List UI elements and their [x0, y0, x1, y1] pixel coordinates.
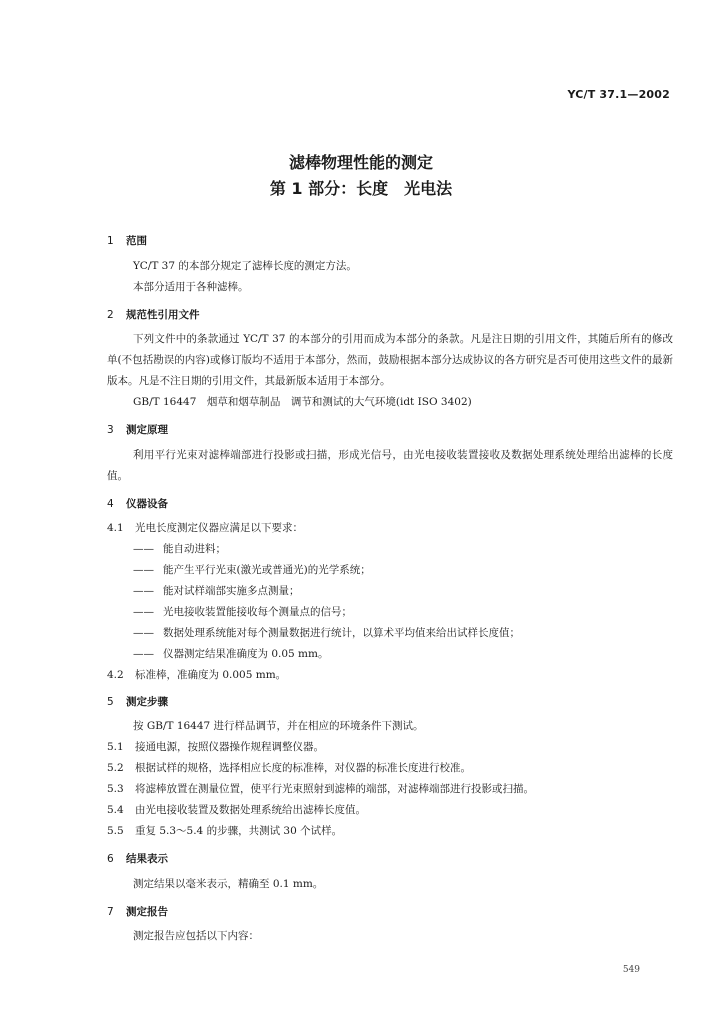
document-title: 滤棒物理性能的测定: [288, 153, 433, 172]
section-1-paragraph-2: 本部分适用于各种滤棒。: [133, 281, 249, 293]
section-1-paragraph-1: YC/T 37 的本部分规定了滤棒长度的测定方法。: [133, 260, 357, 272]
page-number: 549: [622, 965, 640, 975]
section-4-heading: 4 仪器设备: [107, 498, 168, 510]
list-item: —— 仪器测定结果准确度为 0.05 mm。: [133, 648, 329, 660]
list-item: —— 光电接收装置能接收每个测量点的信号；: [133, 606, 352, 618]
step-5-4: 5.4 由光电接收装置及数据处理系统给出滤棒长度值。: [107, 804, 366, 816]
document-subtitle: 第 1 部分：长度 光电法: [269, 179, 453, 198]
list-item: —— 数据处理系统能对每个测量数据进行统计，以算术平均值来给出试样长度值；: [133, 627, 520, 639]
clause-4-2: 4.2 标准棒，准确度为 0.005 mm。: [107, 669, 287, 681]
step-5-2: 5.2 根据试样的规格，选择相应长度的标准棒，对仪器的标准长度进行校准。: [107, 762, 471, 774]
list-item: —— 能对试样端部实施多点测量；: [133, 585, 300, 597]
clause-4-1: 4.1 光电长度测定仪器应满足以下要求：: [107, 522, 303, 534]
list-item: —— 能自动进料；: [133, 543, 226, 555]
section-2-reference: GB/T 16447 烟草和烟草制品 调节和测试的大气环境(idt ISO 3402): [133, 396, 472, 408]
section-7-heading: 7 测定报告: [107, 906, 168, 918]
standard-code: YC/T 37.1—2002: [567, 88, 670, 101]
section-3-heading: 3 测定原理: [107, 424, 168, 436]
section-1-heading: 1 范围: [107, 235, 147, 247]
section-3-paragraph-1: 利用平行光束对滤棒端部进行投影或扫描，形成光信号，由光电接收装置接收及数据处理系统处理给出滤棒的长度值。: [107, 449, 673, 482]
step-5-1: 5.1 接通电源，按照仪器操作规程调整仪器。: [107, 741, 324, 753]
step-5-5: 5.5 重复 5.3～5.4 的步骤，共测试 30 个试样。: [107, 825, 343, 837]
section-2-heading: 2 规范性引用文件: [107, 309, 200, 321]
section-7-paragraph-1: 测定报告应包括以下内容：: [133, 930, 259, 942]
list-item: —— 能产生平行光束(激光或普通光)的光学系统；: [133, 564, 371, 576]
step-5-3: 5.3 将滤棒放置在测量位置，使平行光束照射到滤棒的端部，对滤棒端部进行投影或扫描。: [107, 783, 534, 795]
section-5-intro: 按 GB/T 16447 进行样品调节，并在相应的环境条件下测试。: [133, 720, 424, 732]
section-6-paragraph-1: 测定结果以毫米表示，精确至 0.1 mm。: [133, 878, 324, 890]
section-2-paragraph-1: 下列文件中的条款通过 YC/T 37 的本部分的引用而成为本部分的条款。凡是注日期的引用文件，其随后所有的修改单(不包括勘误的内容)或修订版均不适用于本部分，然而，鼓励根据本部分达成协议的各方研究是否可使用这些文件的最新版本。凡是不注日期的引用文件，其最新版本适用于本部分。: [107, 333, 673, 387]
section-5-heading: 5 测定步骤: [107, 696, 168, 708]
section-6-heading: 6 结果表示: [107, 853, 168, 865]
